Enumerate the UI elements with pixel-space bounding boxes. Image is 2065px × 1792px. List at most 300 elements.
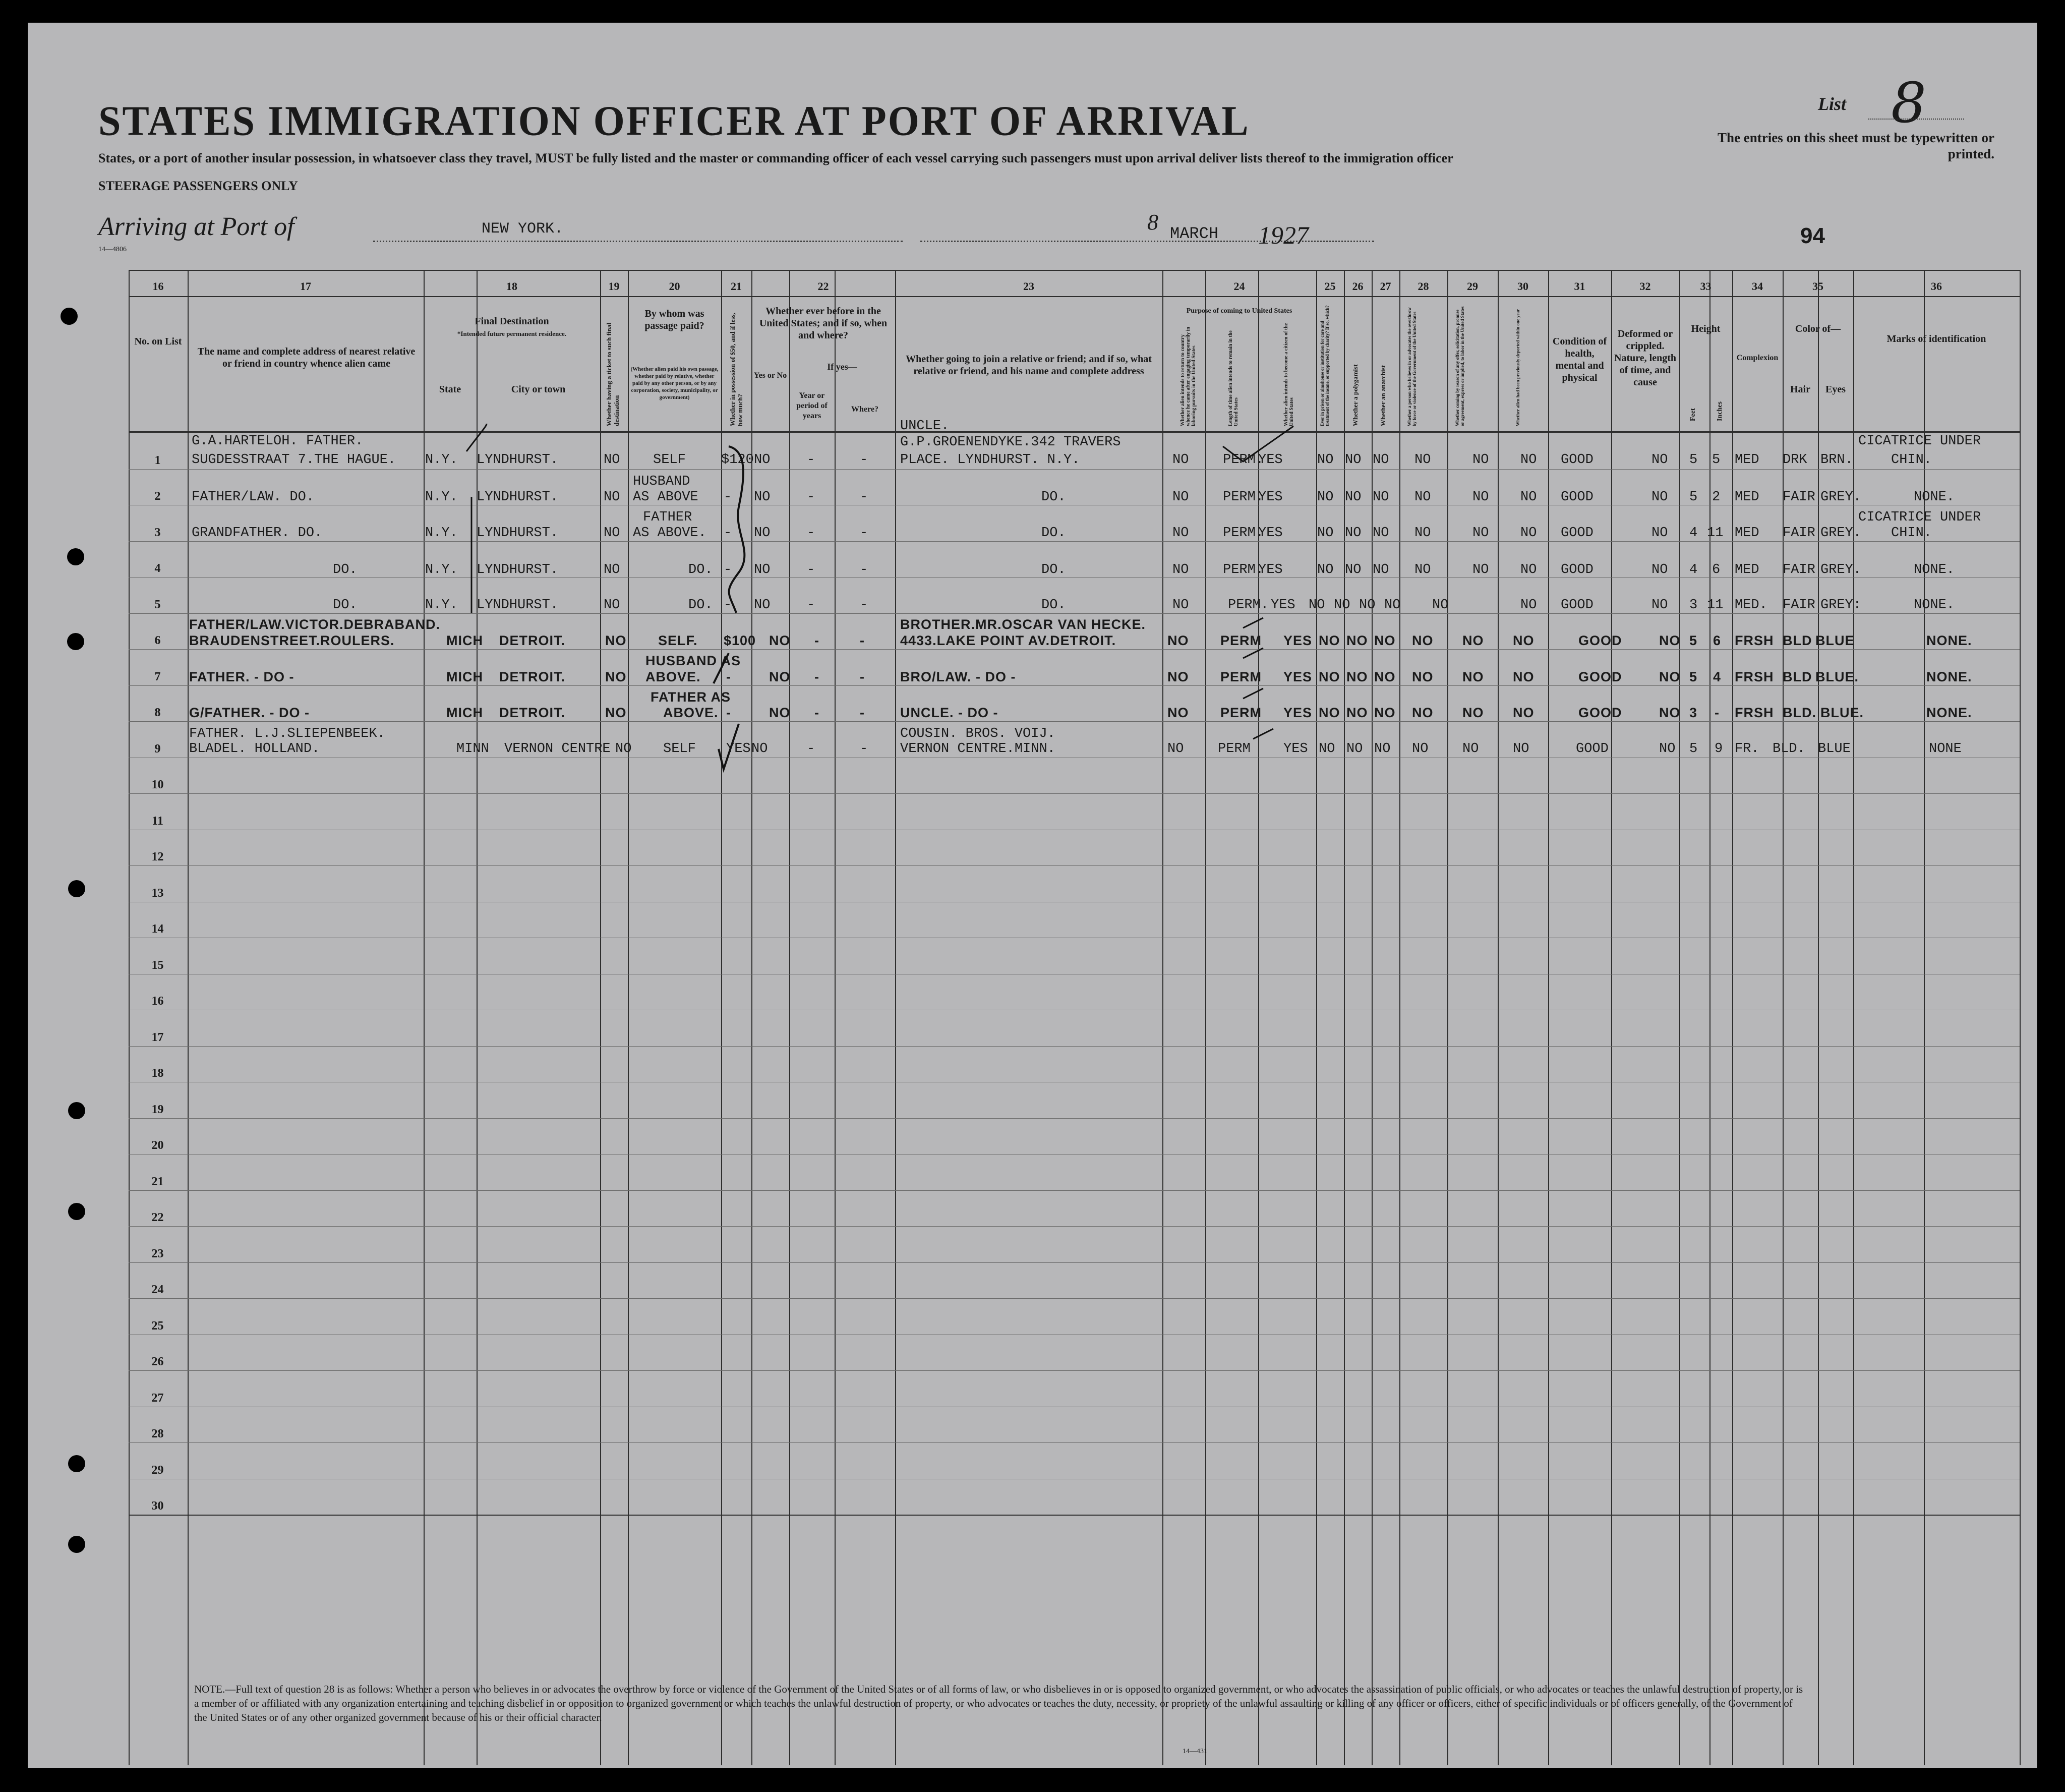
row-number: 29 <box>151 1464 164 1477</box>
row-number: 19 <box>151 1103 164 1116</box>
row-number: 10 <box>151 778 164 791</box>
column-number: 34 <box>1752 280 1763 293</box>
deformed: NO <box>1659 633 1681 648</box>
contract-labor: NO <box>1462 669 1484 684</box>
marks-line1: CICATRICE UNDER <box>1858 510 1981 525</box>
marks: NONE <box>1929 741 1962 757</box>
where: - <box>860 452 868 468</box>
join-relation: UNCLE. <box>900 419 950 434</box>
returning: NO <box>1167 741 1184 757</box>
complexion: FR. <box>1735 741 1759 757</box>
polygamist: NO <box>1345 562 1362 577</box>
year: - <box>814 633 819 648</box>
overthrow: NO <box>1414 452 1431 468</box>
prison: NO <box>1319 741 1335 757</box>
form-code: 14—4806 <box>98 246 127 253</box>
list-number-line <box>1868 119 1964 120</box>
eyes: GREY: <box>1820 598 1862 613</box>
list-label: List <box>1818 94 1847 114</box>
height-inches: - <box>1715 705 1720 720</box>
header-prison: Ever in prison or almshouse or institution for care and treatment of the insane, or supported by charity? If so, which? <box>1320 305 1330 426</box>
column-rule <box>628 270 629 1765</box>
before-in-us: NO <box>769 633 791 648</box>
where: - <box>860 490 868 505</box>
row-line <box>129 469 2020 470</box>
column-rule <box>1709 270 1710 1765</box>
binder-hole <box>68 1536 85 1553</box>
deformed: NO <box>1651 598 1668 613</box>
row-number: 23 <box>151 1247 164 1260</box>
column-rule <box>1732 270 1733 1765</box>
year: - <box>814 705 819 720</box>
join-relation: BROTHER.MR.OSCAR VAN HECKE. <box>900 617 1146 632</box>
prison: NO <box>1317 526 1334 541</box>
join-address: 4433.LAKE POINT AV.DETROIT. <box>900 633 1116 648</box>
health: GOOD <box>1561 490 1594 505</box>
header-feet: Feet <box>1689 408 1697 421</box>
header-money: Whether in possession of $50, and if less, how much? <box>729 313 744 426</box>
before-in-us: NO <box>754 490 771 505</box>
header-final-destination: Final Destination <box>475 316 549 327</box>
header-join-relative: Whether going to join a relative or friend; and if so, what relative or friend, and his name and complete address <box>906 354 1152 377</box>
destination-city: LYNDHURST. <box>477 452 559 468</box>
where: - <box>860 741 868 757</box>
paid-by-line1: FATHER <box>643 510 692 525</box>
column-number: 30 <box>1517 280 1528 293</box>
year: - <box>807 741 815 757</box>
contract-labor: NO <box>1462 741 1479 757</box>
manifest-sheet <box>28 23 2037 1768</box>
hair: BLD <box>1783 633 1812 648</box>
ticket: NO <box>605 705 627 720</box>
eyes: GREY. <box>1820 490 1862 505</box>
header-passage-note: (Whether alien paid his own passage, whether paid by relative, whether paid by any other person, or by any corporation, society, municipality, or government) <box>630 366 719 400</box>
prison: NO <box>1319 669 1340 684</box>
footer-form-code: 14—431 <box>1183 1748 1207 1755</box>
height-feet: 5 <box>1689 741 1698 757</box>
anarchist: NO <box>1373 452 1389 468</box>
column-number: 22 <box>817 280 829 293</box>
height-feet: 5 <box>1689 669 1698 684</box>
returning: NO <box>1172 490 1189 505</box>
paid-by: ABOVE. <box>663 705 719 720</box>
year: - <box>807 526 815 541</box>
paid-by: DO. <box>688 562 713 577</box>
column-rule <box>1205 270 1206 1765</box>
relative-address: SUGDESSTRAAT 7.THE HAGUE. <box>192 452 396 468</box>
hair: FAIR <box>1783 490 1815 505</box>
deformed: NO <box>1659 669 1681 684</box>
health: GOOD <box>1578 633 1622 648</box>
hair: BLD. <box>1773 741 1805 757</box>
header-state: State <box>439 384 461 395</box>
deported: NO <box>1513 705 1535 720</box>
column-rule <box>188 270 189 1765</box>
before-in-us: NO <box>754 598 771 613</box>
header-destination-note: *Intended future permanent residence. <box>457 330 567 337</box>
citizen: YES <box>1271 598 1295 613</box>
before-in-us: NO <box>769 705 791 720</box>
length-stay: PERM. <box>1223 452 1264 468</box>
row-number: 7 <box>154 670 161 683</box>
complexion: MED <box>1735 562 1759 577</box>
complexion: MED <box>1735 526 1759 541</box>
year: - <box>807 598 815 613</box>
hair: FAIR <box>1783 562 1815 577</box>
marks: CHIN. <box>1891 452 1932 468</box>
column-rule <box>895 270 896 1765</box>
where: - <box>860 633 865 648</box>
handwritten-bracket <box>709 441 784 794</box>
column-rule <box>1611 270 1612 1765</box>
column-number: 18 <box>506 280 517 293</box>
length-stay: PERM. <box>1228 598 1269 613</box>
handwritten-checkmarks <box>451 421 492 623</box>
returning: NO <box>1167 633 1189 648</box>
paid-by: SELF. <box>658 633 698 648</box>
column-rule <box>1818 270 1819 1765</box>
date-day: 8 <box>1147 210 1158 235</box>
header-contract-labor: Whether coming by reason of any offer, solicitation, promise or agreement, express or implied, to labor in the United States <box>1455 306 1465 426</box>
money: - <box>724 598 732 613</box>
complexion: FRSH <box>1735 705 1774 720</box>
row-line <box>129 541 2020 542</box>
citizen: YES <box>1258 490 1283 505</box>
polygamist: NO <box>1334 598 1350 613</box>
header-city: City or town <box>511 384 566 395</box>
eyes: BRN. <box>1820 452 1853 468</box>
prison: NO <box>1317 490 1334 505</box>
row-number: 14 <box>151 922 164 936</box>
binder-hole <box>68 1102 85 1119</box>
relative-address: FATHER/LAW. DO. <box>192 490 315 505</box>
column-number: 36 <box>1931 280 1942 293</box>
destination-state: N.Y. <box>425 598 458 613</box>
where: - <box>860 562 868 577</box>
returning: NO <box>1172 562 1189 577</box>
join-relation: DO. <box>1041 526 1066 541</box>
height-inches: 11 <box>1707 598 1724 613</box>
column-number: 32 <box>1639 280 1651 293</box>
prison: NO <box>1317 452 1334 468</box>
returning: NO <box>1167 705 1189 720</box>
marks: NONE. <box>1914 562 1955 577</box>
deported: NO <box>1513 633 1535 648</box>
row-number: 12 <box>151 850 164 863</box>
deported: NO <box>1520 452 1537 468</box>
paid-by: SELF <box>653 452 686 468</box>
join-address: PLACE. LYNDHURST. N.Y. <box>900 452 1080 468</box>
complexion: FRSH <box>1735 633 1774 648</box>
join-relation: DO. <box>1041 562 1066 577</box>
column-number: 24 <box>1233 280 1245 293</box>
column-number: 26 <box>1352 280 1364 293</box>
column-number: 25 <box>1324 280 1336 293</box>
header-ticket: Whether having a ticket to such final destination <box>605 323 620 426</box>
header-color-of: Color of— <box>1795 323 1841 334</box>
row-number: 4 <box>154 562 161 575</box>
row-number: 27 <box>151 1392 164 1405</box>
destination-city: LYNDHURST. <box>477 490 559 505</box>
deformed: NO <box>1659 705 1681 720</box>
column-rule <box>789 270 790 1765</box>
row-number: 1 <box>154 454 161 467</box>
height-feet: 5 <box>1689 490 1698 505</box>
port-value: NEW YORK. <box>482 220 564 238</box>
deformed: NO <box>1651 452 1668 468</box>
header-complexion: Complexion <box>1736 354 1779 362</box>
column-number: 33 <box>1700 280 1712 293</box>
relative-address: DO. <box>333 598 358 613</box>
relative-address: GRANDFATHER. DO. <box>192 526 323 541</box>
header-citizen: Whether alien intends to become a citizen of the United States <box>1283 323 1294 426</box>
table-bottom-line <box>129 1515 2020 1516</box>
money: YES <box>726 741 751 757</box>
header-deported: Whether alien had been previously deported within one year <box>1515 309 1520 426</box>
complexion: MED <box>1735 452 1759 468</box>
returning: NO <box>1172 526 1189 541</box>
overthrow: NO <box>1414 562 1431 577</box>
row-number: 9 <box>154 742 161 756</box>
citizen: YES <box>1283 741 1308 757</box>
money: - <box>726 669 731 684</box>
overthrow: NO <box>1414 526 1431 541</box>
row-line <box>129 1298 2020 1299</box>
header-no-on-list: No. on List <box>134 336 182 347</box>
citizen: YES <box>1258 452 1283 468</box>
anarchist: NO <box>1373 562 1389 577</box>
row-line <box>129 1370 2020 1371</box>
relative-address: BRAUDENSTREET.ROULERS. <box>189 633 395 648</box>
paid-by-line1: FATHER AS <box>651 689 731 705</box>
polygamist: NO <box>1345 452 1362 468</box>
relative-name: FATHER. L.J.SLIEPENBEEK. <box>189 726 385 741</box>
deformed: NO <box>1651 526 1668 541</box>
marks: NONE. <box>1914 490 1955 505</box>
overthrow: NO <box>1412 633 1434 648</box>
overthrow: NO <box>1414 490 1431 505</box>
row-number: 11 <box>152 815 163 828</box>
row-line <box>129 865 2020 866</box>
length-stay: PERM <box>1220 633 1262 648</box>
ticket: NO <box>605 669 627 684</box>
hair: FAIR <box>1783 598 1815 613</box>
column-number: 16 <box>152 280 164 293</box>
destination-state: MICH <box>446 633 483 648</box>
destination-city: VERNON CENTRE <box>504 741 611 757</box>
height-feet: 3 <box>1689 598 1698 613</box>
length-stay: PERM <box>1220 705 1262 720</box>
ticket: NO <box>604 526 620 541</box>
eyes: BLUE. <box>1815 669 1859 684</box>
polygamist: NO <box>1346 705 1368 720</box>
eyes: BLUE <box>1818 741 1851 757</box>
prison: NO <box>1319 633 1340 648</box>
column-rule <box>1548 270 1549 1765</box>
header-overthrow: Whether a person who believes in or advocates the overthrow by force or violence of the Government of the United States <box>1407 307 1417 426</box>
column-number: 20 <box>669 280 680 293</box>
date-year: 1927 <box>1258 221 1309 249</box>
height-feet: 5 <box>1689 633 1698 648</box>
eyes: BLUE. <box>1820 705 1864 720</box>
hair: BLD. <box>1783 705 1816 720</box>
row-number: 26 <box>151 1355 164 1368</box>
anarchist: NO <box>1359 598 1376 613</box>
overthrow: NO <box>1412 669 1434 684</box>
column-number: 31 <box>1574 280 1585 293</box>
eyes: GREY. <box>1820 562 1862 577</box>
column-rule <box>1498 270 1499 1765</box>
row-number: 15 <box>151 959 164 972</box>
length-stay: PERM <box>1218 741 1251 757</box>
header-height: Height <box>1691 323 1721 334</box>
length-stay: PERM <box>1220 669 1262 684</box>
prison: NO <box>1309 598 1325 613</box>
contract-labor: NO <box>1432 598 1449 613</box>
table-top-line <box>129 270 2020 271</box>
ticket: NO <box>605 633 627 648</box>
health: GOOD <box>1578 705 1622 720</box>
destination-city: DETROIT. <box>499 669 566 684</box>
header-year: Year or period of years <box>796 391 828 420</box>
height-inches: 4 <box>1713 669 1722 684</box>
height-inches: 11 <box>1707 526 1724 541</box>
contract-labor: NO <box>1472 490 1489 505</box>
polygamist: NO <box>1346 741 1363 757</box>
row-line <box>129 1226 2020 1227</box>
health: GOOD <box>1561 526 1594 541</box>
eyes: GREY. <box>1820 526 1862 541</box>
relative-address: BLADEL. HOLLAND. <box>189 741 320 757</box>
before-in-us: NO <box>754 562 771 577</box>
row-number: 16 <box>151 995 164 1008</box>
header-return: Whether alien intends to return to country whence he came after engaging temporarily in laboring pursuits in the United States <box>1180 327 1197 426</box>
row-line <box>129 721 2020 722</box>
row-line <box>129 1262 2020 1263</box>
join-relation: DO. <box>1041 490 1066 505</box>
paid-by-line1: HUSBAND <box>633 474 690 489</box>
hair: DRK <box>1783 452 1807 468</box>
destination-state: MICH <box>446 705 483 720</box>
anarchist: NO <box>1374 669 1396 684</box>
paid-by: SELF <box>663 741 696 757</box>
row-number: 20 <box>151 1139 164 1152</box>
citizen: YES <box>1283 705 1313 720</box>
row-number: 5 <box>154 598 161 611</box>
polygamist: NO <box>1346 669 1368 684</box>
marks: CHIN. <box>1891 526 1932 541</box>
column-number: 27 <box>1380 280 1391 293</box>
header-purpose: Purpose of coming to United States <box>1186 307 1292 315</box>
marks-line1: CICATRICE UNDER <box>1858 434 1981 449</box>
binder-hole <box>68 1203 85 1220</box>
binder-hole <box>68 880 85 897</box>
overthrow: NO <box>1412 705 1434 720</box>
header-yes-no: Yes or No <box>753 371 787 380</box>
instructions-text: States, or a port of another insular possession, in whatsoever class they travel, MUST be fully listed and the master or commanding officer of each vessel carrying such passengers must upon arrival deliver lists thereof to the immigration officer <box>98 151 1453 165</box>
destination-state: MINN <box>456 741 489 757</box>
deformed: NO <box>1651 490 1668 505</box>
polygamist: NO <box>1346 633 1368 648</box>
header-relative-address: The name and complete address of nearest relative or friend in country whence alien came <box>197 346 416 369</box>
money: $100 <box>724 633 756 648</box>
row-number: 21 <box>151 1175 164 1188</box>
before-in-us: NO <box>769 669 791 684</box>
header-eyes: Eyes <box>1825 384 1846 395</box>
ticket: NO <box>604 490 620 505</box>
row-number: 17 <box>151 1031 164 1044</box>
column-number-line <box>129 296 2020 297</box>
destination-city: LYNDHURST. <box>477 562 559 577</box>
height-inches: 2 <box>1712 490 1721 505</box>
column-number: 35 <box>1812 280 1823 293</box>
marks: NONE. <box>1914 598 1955 613</box>
contract-labor: NO <box>1472 562 1489 577</box>
returning: NO <box>1172 598 1189 613</box>
hair: FAIR <box>1783 526 1815 541</box>
contract-labor: NO <box>1462 705 1484 720</box>
money: $120 <box>721 452 754 468</box>
prison: NO <box>1319 705 1340 720</box>
row-number: 6 <box>154 634 161 647</box>
height-feet: 4 <box>1689 526 1698 541</box>
paid-by: DO. <box>688 598 713 613</box>
money: - <box>726 705 731 720</box>
health: GOOD <box>1561 598 1594 613</box>
before-in-us: NO <box>754 526 771 541</box>
destination-state: N.Y. <box>425 562 458 577</box>
marks: NONE. <box>1926 633 1972 648</box>
paid-by: ABOVE. <box>645 669 701 684</box>
anarchist: NO <box>1374 633 1396 648</box>
health: GOOD <box>1578 669 1622 684</box>
row-line <box>129 1190 2020 1191</box>
overthrow: NO <box>1412 741 1429 757</box>
steerage-label: STEERAGE PASSENGERS ONLY <box>98 179 298 193</box>
row-line <box>129 649 2020 650</box>
destination-state: N.Y. <box>425 526 458 541</box>
row-number: 3 <box>154 526 161 539</box>
entries-note: The entries on this sheet must be typewritten or printed. <box>1718 130 1994 161</box>
deported: NO <box>1520 598 1537 613</box>
health: GOOD <box>1561 562 1594 577</box>
destination-city: LYNDHURST. <box>477 526 559 541</box>
binder-hole <box>61 308 78 325</box>
row-number: 18 <box>151 1067 164 1080</box>
contract-labor: NO <box>1472 526 1489 541</box>
citizen: YES <box>1258 526 1283 541</box>
date-month: MARCH <box>1170 224 1219 243</box>
header-if-yes: If yes— <box>827 362 857 372</box>
deported: NO <box>1520 526 1537 541</box>
column-number: 29 <box>1467 280 1478 293</box>
binder-hole <box>67 548 84 565</box>
relative-name: G.A.HARTELOH. FATHER. <box>192 434 364 449</box>
citizen: YES <box>1283 669 1313 684</box>
relative-address: FATHER. - DO - <box>189 669 294 684</box>
row-line <box>129 613 2020 614</box>
header-inches: Inches <box>1716 401 1724 421</box>
column-rule <box>600 270 601 1765</box>
column-rule <box>424 270 425 1765</box>
anarchist: NO <box>1373 490 1389 505</box>
deformed: NO <box>1659 741 1676 757</box>
destination-city: DETROIT. <box>499 633 566 648</box>
row-line <box>129 1118 2020 1119</box>
page-number: 94 <box>1800 223 1825 248</box>
header-deformed: Deformed or crippled. Nature, length of time, and cause <box>1614 328 1676 388</box>
column-number: 19 <box>608 280 620 293</box>
